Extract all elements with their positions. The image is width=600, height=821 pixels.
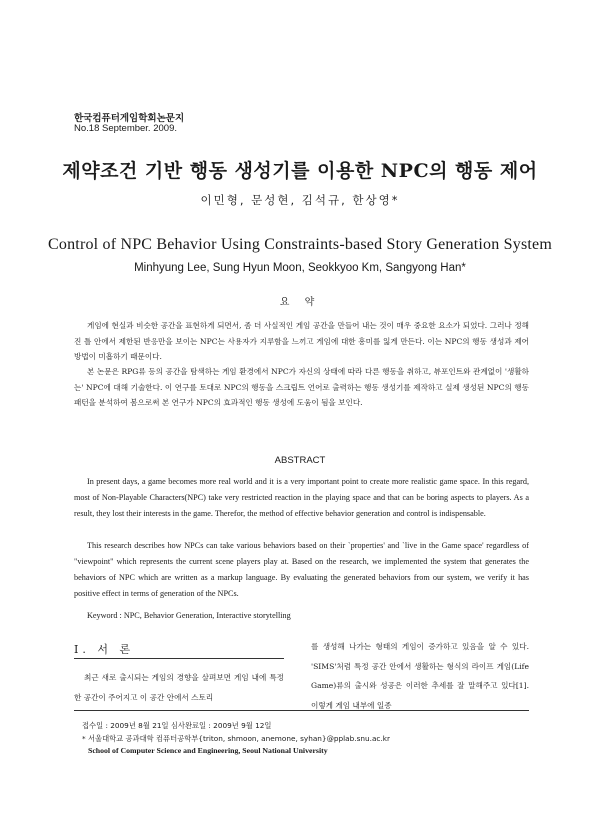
english-abstract-paragraph-2: This research describes how NPCs can take various behaviors based on their `properties' and `live in the Game space' regardless of "viewpoint" which represents the current scene players play at. Based on the research, we implemented the system that generates the behaviors of NPC which are written as a markup language. By evaluating the generated behaviors from our system, we verify it has positive effect in terms of generation of the NPCs. [74, 541, 529, 598]
footnote-divider [74, 710, 529, 711]
intro-text-right-column: 를 생성해 나가는 형태의 게임이 증가하고 있음을 알 수 있다. 'SIMS'처럼 특정 공간 안에서 생활하는 형식의 라이프 게임(Life Game)류의 출시와 성공은 이러한 추세를 잘 말해주고 있다[1]. 이렇게 게임 내부에 일종 [311, 642, 529, 710]
intro-text-left-column: 최근 새로 출시되는 게임의 경향을 살펴보면 게임 내에 특정한 공간이 주어지고 이 공간 안에서 스토리 [74, 673, 284, 702]
authors-korean: 이민형, 문성현, 김석규, 한상영* [200, 193, 400, 207]
authors-english: Minhyung Lee, Sung Hyun Moon, Seokkyoo Km, Sangyong Han* [134, 262, 466, 274]
korean-abstract-paragraph-2: 본 논문은 RPG류 등의 공간을 탐색하는 게임 환경에서 NPC가 자신의 상태에 따라 다른 행동을 취하고, 뷰포인트와 관계없이 '생활하는' NPC에 대해 기술한다. 이 연구를 토대로 NPC의 행동을 스크립트 언어로 출력하는 행동 생성기를 제작하고 실제 생성된 NPC의 행동 패턴을 분석하여 봄으로써 본 연구가 NPC의 효과적인 행동 생성에 도움이 됨을 보인다. [74, 367, 529, 407]
korean-abstract-paragraph-1: 게임에 현실과 비슷한 공간을 표현하게 되면서, 좀 더 사실적인 게임 공간을 만들어 내는 것이 매우 중요한 요소가 되었다. 그러나 정해진 틀 안에서 제한된 반응만을 보이는 NPC는 사용자가 지루함을 느끼고 게임에 대한 흥미를 잃게 만든다. 이는 NPC의 행동 생성과 제어 방법이 미흡하기 때문이다. [74, 321, 529, 361]
footnote-dates: 접수일 : 2009년 8월 21일 심사완료일 : 2009년 9월 12일 [82, 721, 272, 730]
journal-issue: No.18 September. 2009. [74, 123, 177, 134]
english-abstract-paragraph-1: In present days, a game becomes more real world and it is a very important point to create more realistic game space. In this regard, most of Non-Playable Characters(NPC) take very restricted reaction in the playing space and that can be boring aspects to players. As a result, they lost their interests in the game. Therefor, the method of effective behavior generation and control is indispensable. [74, 477, 529, 518]
section-heading-rule [74, 658, 284, 659]
paper-title-english: Control of NPC Behavior Using Constraints-based Story Generation System [48, 236, 552, 253]
footnote-affiliation-english: School of Computer Science and Engineering, Seoul National University [88, 746, 328, 755]
korean-abstract-heading: 요 약 [279, 297, 321, 308]
paper-title-korean: 제약조건 기반 행동 생성기를 이용한 NPC의 행동 제어 [62, 160, 538, 182]
keywords: Keyword : NPC, Behavior Generation, Interactive storytelling [87, 611, 291, 620]
journal-name: 한국컴퓨터게임학회논문지 [74, 113, 185, 124]
english-abstract-heading: ABSTRACT [274, 455, 326, 466]
footnote-affiliation: * 서울대학교 공과대학 컴퓨터공학부{triton, shmoon, anemone, syhan}@pplab.snu.ac.kr [82, 734, 390, 743]
section-heading-introduction: I. 서 론 [74, 643, 135, 656]
